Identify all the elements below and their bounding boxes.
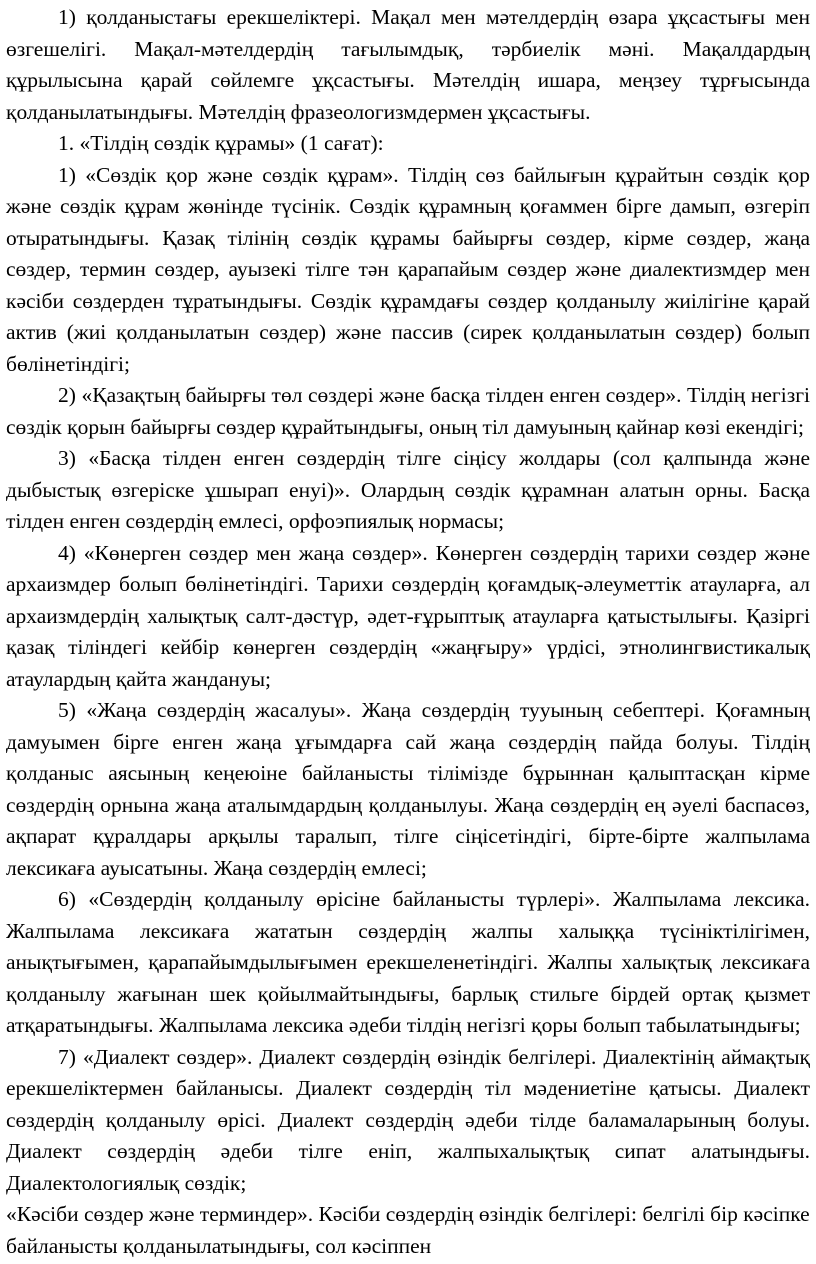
paragraph-item-1: 1) «Сөздік қор және сөздік құрам». Тілдің сөз байлығын құрайтын сөздік қор және сөздік құрам жөнінде түсінік. Сөздік құрамның қоғаммен бірге дамып, өзгеріп отыратындығы. Қазақ тілінің сөздік құрамы байырғы сөздер, кірме сөздер, жаңа сөздер, термин сөздер, ауызекі тілге тән қарапайым сөздер және диалектизмдер мен кәсіби сөздерден тұратындығы. Сөздік құрамдағы сөздер қолданылу жиілігіне қарай актив (жиі қолданылатын сөздер) және пассив (сирек қолданылатын сөздер) болып бөлінетіндігі; [6,162,810,376]
paragraph-professional-terms: «Кәсіби сөздер және терминдер». Кәсіби сөздердің өзіндік белгілері: белгілі бір кәсіпке байланысты қолданылатындығы, сол кәсіппен [6,1202,810,1258]
paragraph-item-2: 2) «Қазақтың байырғы төл сөздері және басқа тілден енген сөздер». Тілдің негізгі сөздік қорын байырғы сөздер құрайтындығы, оның тіл дамуының қайнар көзі екендігі; [6,383,810,439]
paragraph-item-4: 4) «Көнерген сөздер мен жаңа сөздер». Көнерген сөздердің тарихи сөздер және архаизмдер болып бөлінетіндігі. Тарихи сөздердің қоғамдық-әлеуметтік атауларға, ал архаизмдердің халықтық салт-дәстүр, әдет-ғұрыптық атауларға қатыстылығы. Қазіргі қазақ тіліндегі кейбір көнерген сөздердің «жаңғыру» үрдісі, этнолингвистикалық атаулардың қайта жандануы; [6,540,810,691]
paragraph-item-5: 5) «Жаңа сөздердің жасалуы». Жаңа сөздердің тууының себептері. Қоғамның дамуымен бірге енген жаңа ұғымдарға сай жаңа сөздердің пайда болуы. Тілдің қолданыс аясының кеңеюіне байланысты тілімізде бұрыннан қалыптасқан кірме сөздердің орнына жаңа аталымдардың қолданылуы. Жаңа сөздердің ең әуелі баспасөз, ақпарат құралдары арқылы таралып, тілге сіңісетіндігі, бірте-бірте жалпылама лексикаға ауысатыны. Жаңа сөздердің емлесі; [6,698,810,880]
paragraph-item-6: 6) «Сөздердің қолданылу өрісіне байланысты түрлері». Жалпылама лексика. Жалпылама лексикаға жататын сөздердің жалпы халыққа түсініктілігімен, анықтығымен, қарапайымдылығымен ерекшеленетіндігі. Жалпы халықтық лексикаға қолданылу жағынан шек қойылмайтындығы, барлық стильге бірдей ортақ қызмет атқаратындығы. Жалпылама лексика әдеби тілдің негізгі қоры болып табылатындығы; [6,887,810,1037]
paragraph-item-3: 3) «Басқа тілден енген сөздердің тілге сіңісу жолдары (сол қалпында және дыбыстық өзгеріске ұшырап енуі)». Олардың сөздік құрамнан алатын орны. Басқа тілден енген сөздердің емлесі, орфоэпиялық нормасы; [6,446,810,533]
paragraph-item-7: 7) «Диалект сөздер». Диалект сөздердің өзіндік белгілері. Диалектінің аймақтық ерекшеліктермен байланысы. Диалект сөздердің тіл мәдениетіне қатысы. Диалект сөздердің қолданылу өрісі. Диалект сөздердің әдеби тілде баламаларының болуы. Диалект сөздердің әдеби тілге еніп, жалпыхалықтық сипат алатындығы. Диалектологиялық сөздік; [6,1044,810,1195]
paragraph-proverbs-usage: 1) қолданыстағы ерекшеліктері. Мақал мен мәтелдердің өзара ұқсастығы мен өзгешелігі. Мақал-мәтелдердің тағылымдық, тәрбиелік мәні. Мақалдардың құрылысына қарай сөйлемге ұқсастығы. Мәтелдің ишара, меңзеу тұрғысында қолданылатындығы. Мәтелдің фразеологизмдермен ұқсастығы. [6,5,810,124]
paragraph-section-heading: 1. «Тілдің сөздік құрамы» (1 сағат): [58,131,384,155]
